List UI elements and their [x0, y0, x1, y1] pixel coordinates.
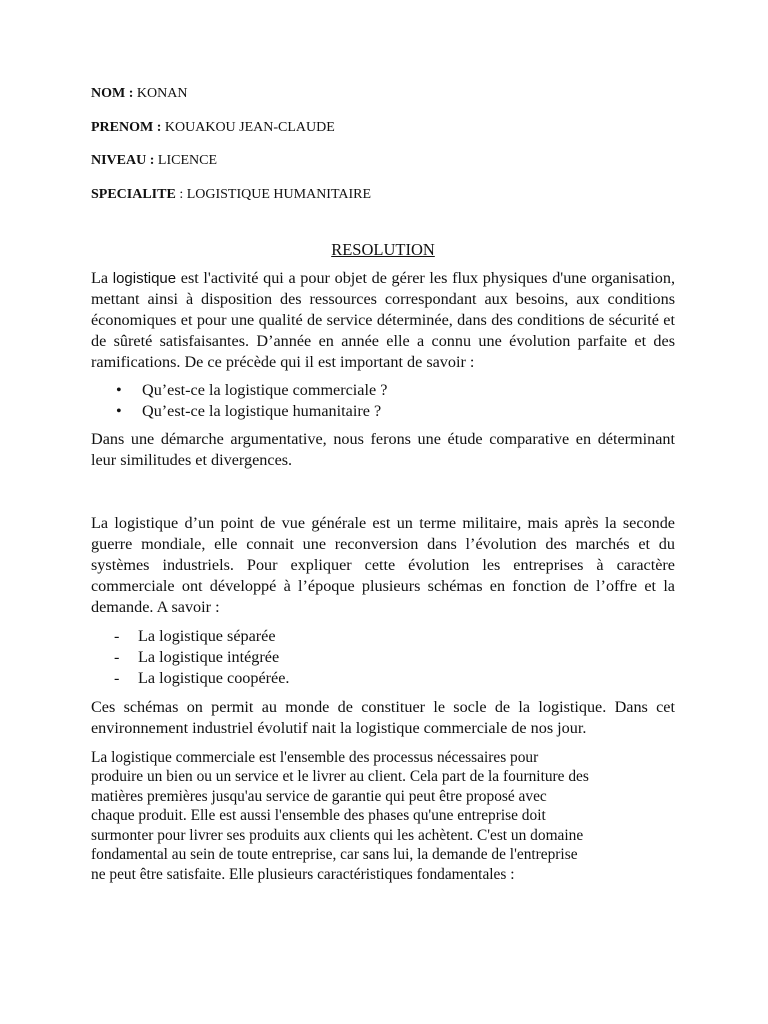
niveau-label: NIVEAU :	[91, 153, 155, 168]
definition-line: produire un bien ou un service et le livrer au client. Cela part de la fourniture des	[91, 768, 589, 786]
definition-paragraph	[91, 748, 675, 885]
definition-line: chaque produit. Elle est aussi l'ensemble des phases qu'une entreprise doit	[91, 807, 546, 825]
definition-line: fondamental au sein de toute entreprise, car sans lui, la demande de l'entreprise	[91, 846, 578, 864]
intro-paragraph	[91, 268, 675, 373]
intro-keyword: logistique	[112, 269, 177, 287]
definition-line: matières premières jusqu'au service de garantie qui peut être proposé avec	[91, 787, 547, 805]
nom-label: NOM :	[91, 86, 134, 101]
prenom-line	[91, 119, 675, 137]
list-item: • Qu’est-ce la logistique humanitaire ?	[116, 401, 675, 422]
niveau-value: LICENCE	[157, 153, 217, 168]
history-paragraph: La logistique d’un point de vue générale est un terme militaire, mais après la seconde guerre mondiale, elle connait une reconversion dans l’évolution des marchés et du systèmes industriels. Pour expliquer cette évolution les entreprises à caractère commerciale ont développé à l’époque plusieurs schémas en fonction de l’offre et la demande. A savoir :	[91, 513, 675, 616]
definition-line: ne peut être satisfaite. Elle plusieurs caractéristiques fondamentales :	[91, 866, 515, 884]
schemas-list	[91, 626, 675, 689]
nom-line	[91, 85, 675, 103]
nom-value: KONAN	[136, 86, 188, 101]
list-item: - La logistique séparée	[114, 626, 675, 647]
specialite-line	[91, 186, 675, 204]
definition-line: La logistique commerciale est l'ensemble des processus nécessaires pour	[91, 748, 539, 766]
intro-rest: est l'activité qui a pour objet de gérer les flux physiques d'une organisation, mettant ainsi à disposition des ressources correspondant aux besoins, aux conditions économiques et pour une qualité de service déterminée, dans des conditions de sécurité et de sûreté satisfaisantes. D’année en année elle a connu une évolution parfaite et des ramifications. De ce précède qui il est important de savoir :	[91, 268, 675, 371]
list-item: • Qu’est-ce la logistique commerciale ?	[116, 380, 675, 401]
intro-lead: La	[91, 268, 113, 287]
prenom-label: PRENOM :	[91, 119, 162, 135]
specialite-value: : LOGISTIQUE HUMANITAIRE	[179, 186, 372, 202]
prenom-value: KOUAKOU JEAN-CLAUDE	[164, 119, 335, 135]
list-item: - La logistique intégrée	[114, 647, 675, 668]
definition-line: surmonter pour livrer ses produits aux clients qui les achètent. C'est un domaine	[91, 826, 584, 844]
approach-paragraph: Dans une démarche argumentative, nous ferons une étude comparative en déterminant leur similitudes et divergences.	[91, 429, 675, 469]
spacer	[91, 471, 675, 513]
questions-list	[91, 380, 675, 422]
spacer	[91, 739, 675, 748]
list-item: - La logistique coopérée.	[114, 668, 675, 689]
document-title: RESOLUTION	[331, 239, 435, 259]
niveau-line	[91, 152, 675, 170]
socle-paragraph: Ces schémas on permit au monde de constituer le socle de la logistique. Dans cet environnement industriel évolutif nait la logistique commerciale de nos jour.	[91, 697, 675, 737]
specialite-label: SPECIALITE	[91, 186, 176, 202]
